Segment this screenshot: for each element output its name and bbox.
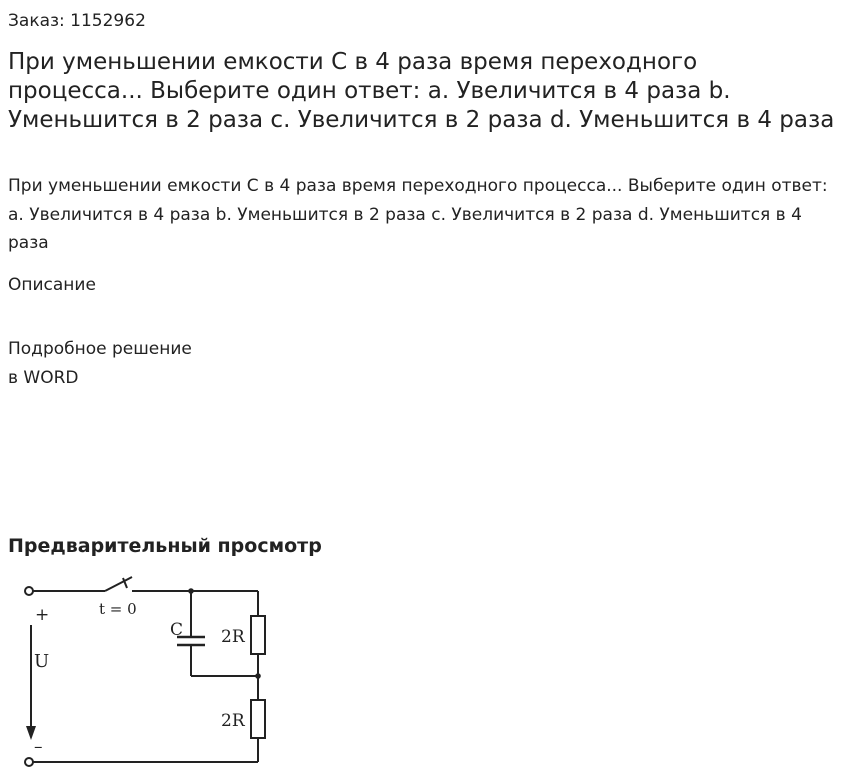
resistor-bottom-label: 2R <box>221 711 245 731</box>
junction-middle <box>255 673 261 679</box>
resistor-bottom <box>251 700 265 738</box>
switch-time-label: t = 0 <box>99 600 137 618</box>
description-line: в WORD <box>8 368 79 388</box>
description-text <box>8 335 192 393</box>
terminal-bottom <box>25 758 33 766</box>
order-number: Заказ: 1152962 <box>8 11 146 31</box>
voltage-label: U <box>34 651 50 672</box>
resistor-top <box>251 616 265 654</box>
circuit-diagram <box>18 570 278 775</box>
plus-label: + <box>35 605 50 625</box>
capacitor-label: C <box>170 620 184 640</box>
description-line: Подробное решение <box>8 339 192 359</box>
junction-top <box>188 588 194 594</box>
minus-label: – <box>34 737 43 757</box>
terminal-top <box>25 587 33 595</box>
description-heading: Описание <box>8 275 96 295</box>
preview-image <box>18 570 278 775</box>
page-title: При уменьшении емкости C в 4 раза время переходного процесса... Выберите один ответ: a. Увеличится в 4 раза b. Уменьшится в 2 раза c. Увеличится в 2 раза d. Уменьшится в 4 раза <box>8 49 835 133</box>
resistor-top-label: 2R <box>221 627 245 647</box>
preview-heading: Предварительный просмотр <box>8 535 322 557</box>
question-text: При уменьшении емкости C в 4 раза время переходного процесса... Выберите один ответ: a. Увеличится в 4 раза b. Уменьшится в 2 раза c. Увеличится в 2 раза d. Уменьшится в 4 раза <box>8 176 828 253</box>
switch-blade <box>105 577 132 591</box>
